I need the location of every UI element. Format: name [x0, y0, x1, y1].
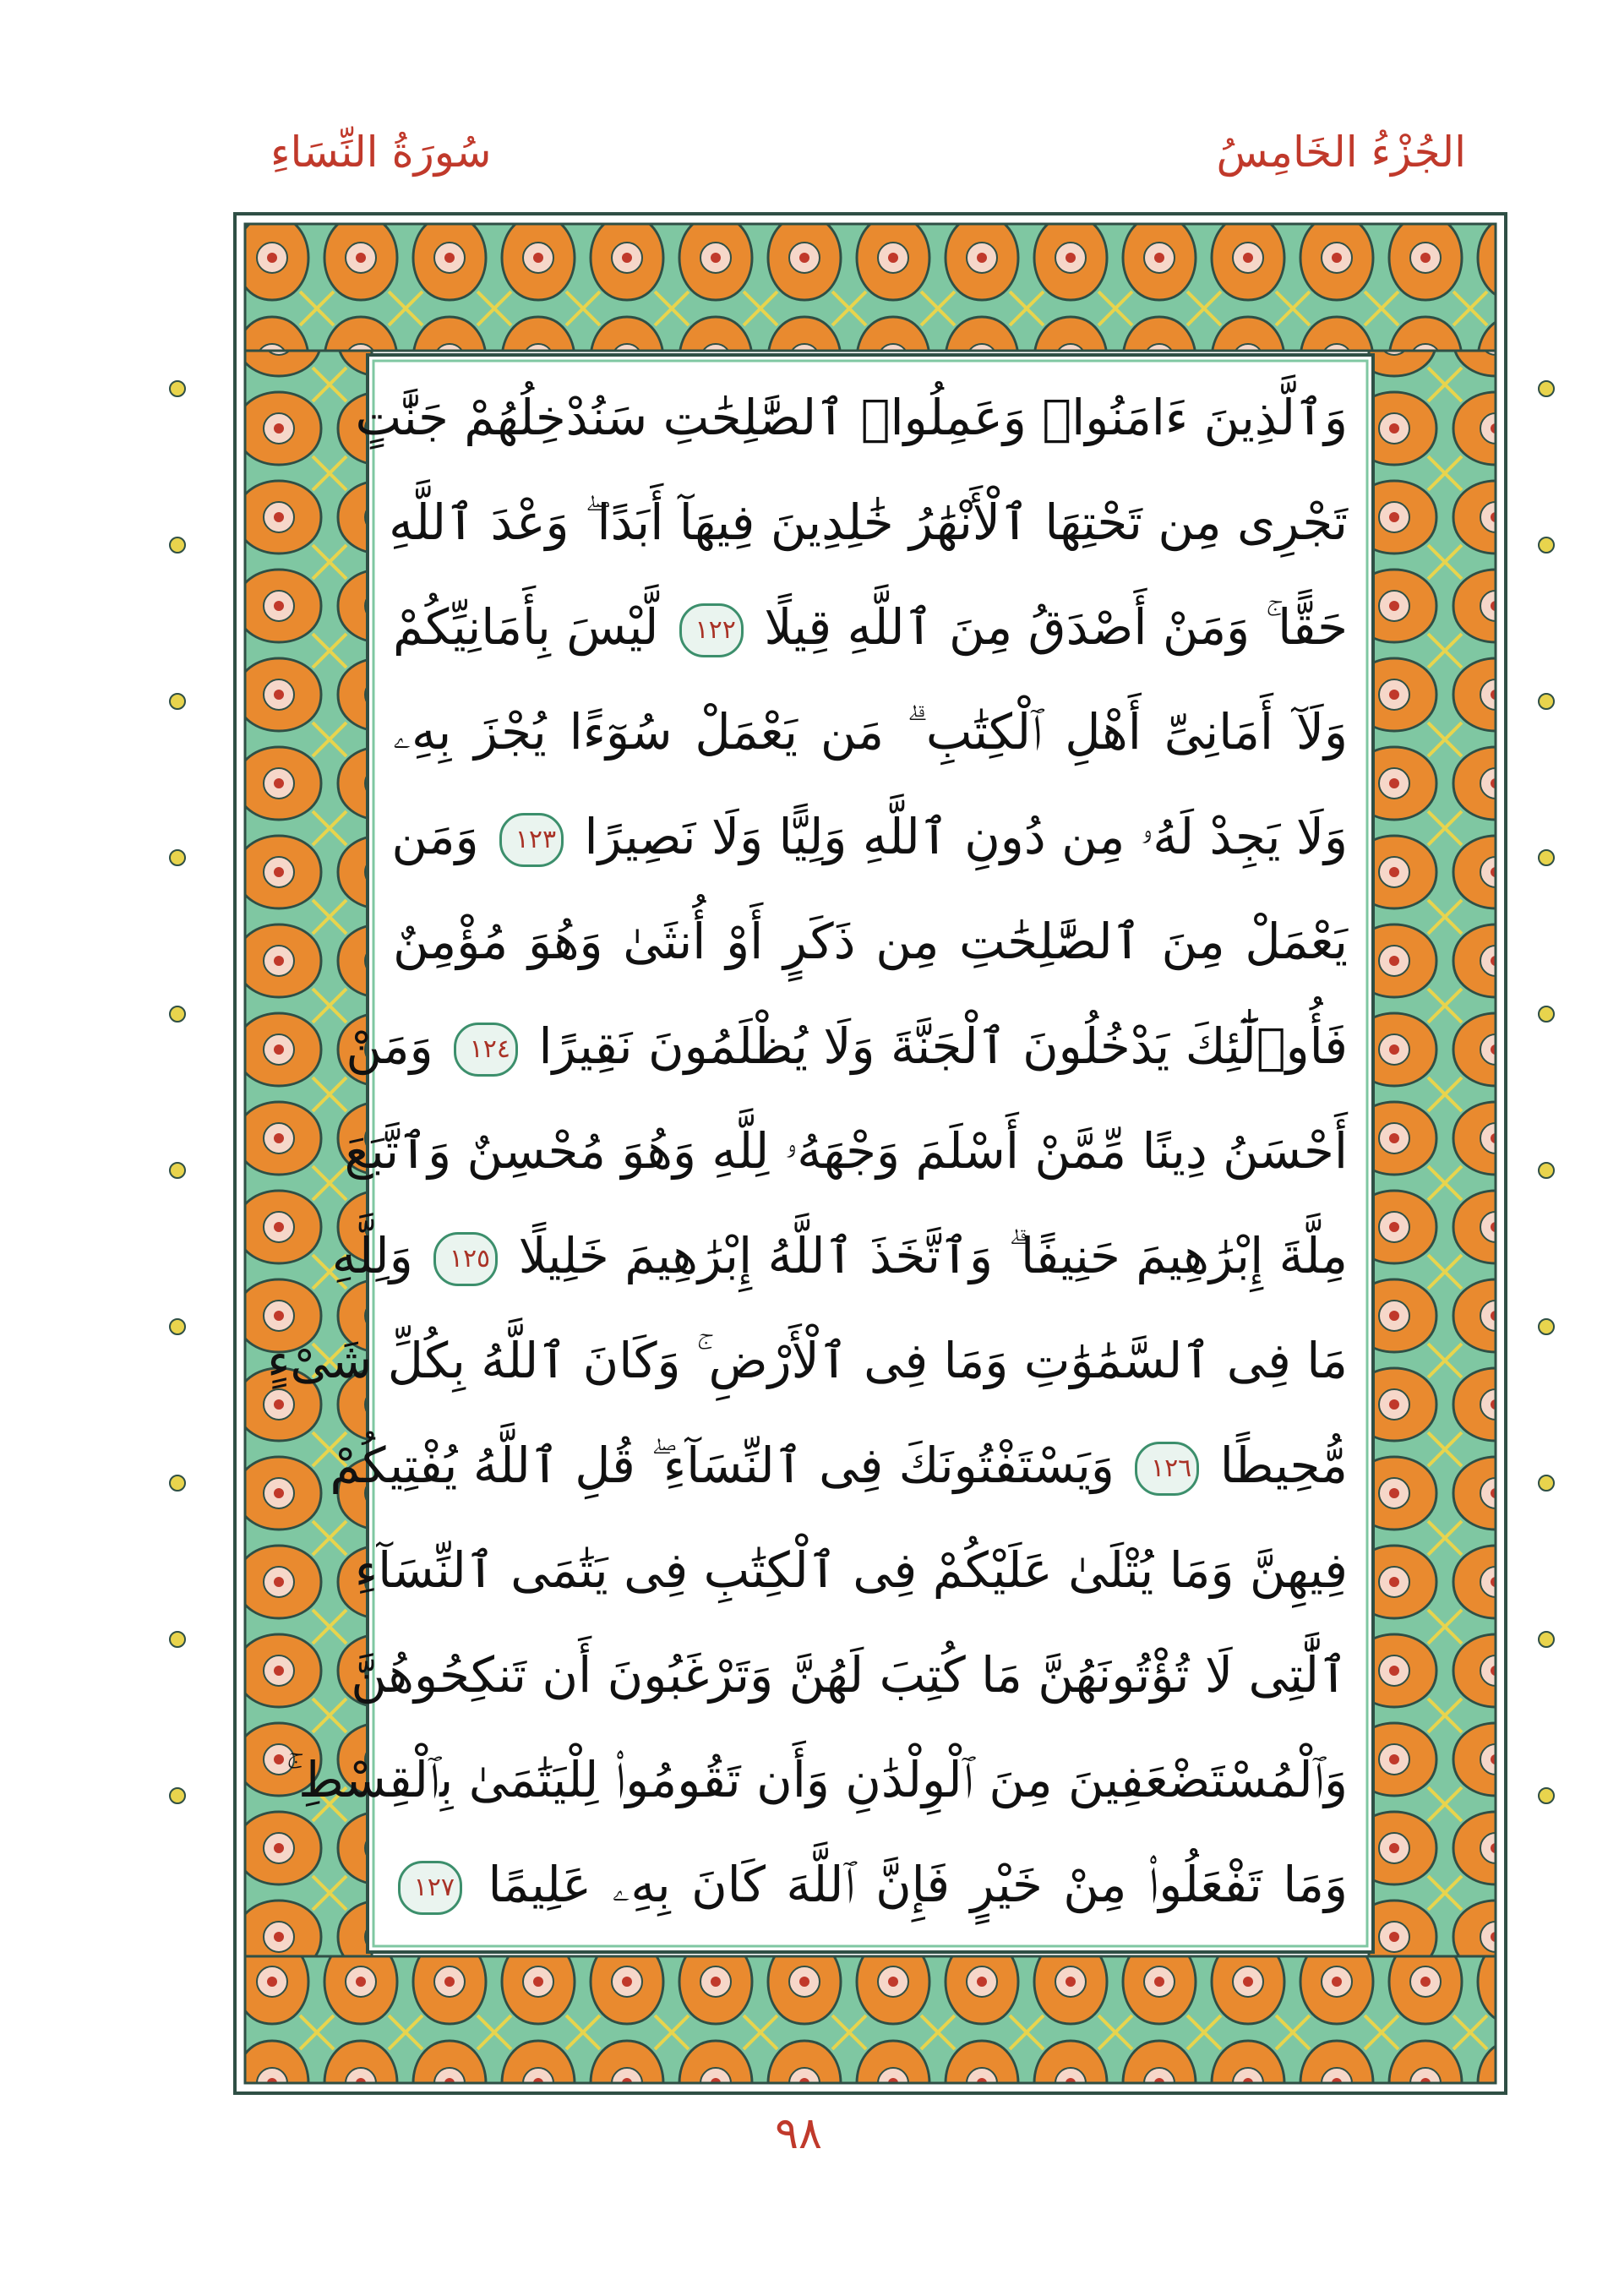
verse-line — [389, 473, 1348, 571]
verse-line — [286, 1731, 1348, 1829]
surah-title: سُورَةُ النِّسَاءِ — [270, 128, 492, 177]
verse-line — [267, 1312, 1348, 1410]
line-text: وَٱلَّذِينَ ءَامَنُوا۟ وَعَمِلُوا۟ ٱلصَّٰلِحَٰتِ سَنُدْخِلُهُمْ جَنَّٰتٍ — [355, 389, 1348, 446]
line-text: تَجْرِى مِن تَحْتِهَا ٱلْأَنْهَٰرُ خَٰلِدِينَ فِيهَآ أَبَدًا ۖ وَعْدَ ٱللَّهِ — [389, 494, 1348, 551]
line-text: وَمَا تَفْعَلُوا۟ مِنْ خَيْرٍ فَإِنَّ ٱللَّهَ كَانَ بِهِۦ عَلِيمًا — [488, 1856, 1349, 1913]
verse-line — [331, 1207, 1348, 1305]
line-text-after: لَّيْسَ بِأَمَانِيِّكُمْ — [393, 598, 659, 656]
page-header — [0, 118, 1597, 194]
line-text: ٱلَّٰتِى لَا تُؤْتُونَهُنَّ مَا كُتِبَ لَهُنَّ وَتَرْغَبُونَ أَن تَنكِحُوهُنَّ — [351, 1646, 1348, 1704]
verse-line — [393, 1835, 1348, 1933]
ayah-number-marker: ١٢٤ — [454, 1023, 518, 1077]
line-text-after: وَمَن — [391, 808, 479, 865]
line-text-after: وَيَسْتَفْتُونَكَ فِى ٱلنِّسَآءِ ۖ قُلِ ٱللَّهُ يُفْتِيكُمْ — [330, 1437, 1115, 1494]
line-text: وَٱلْمُسْتَضْعَفِينَ مِنَ ٱلْوِلْدَٰنِ وَأَن تَقُومُوا۟ لِلْيَتَٰمَىٰ بِٱلْقِسْطِ ۚ — [286, 1751, 1348, 1808]
right-margin-ornaments — [1521, 363, 1572, 1952]
verse-line — [393, 683, 1348, 781]
ayah-number-marker: ١٢٧ — [398, 1861, 462, 1915]
juz-title: الجُزْءُ الخَامِسُ — [1216, 128, 1466, 177]
verse-line — [354, 1521, 1348, 1619]
verse-line — [351, 1626, 1348, 1724]
ayah-number-marker: ١٢٥ — [433, 1232, 498, 1286]
ayah-number-marker: ١٢٢ — [679, 603, 744, 657]
line-text: مُّحِيطًا — [1219, 1437, 1348, 1494]
line-text: مِلَّةَ إِبْرَٰهِيمَ حَنِيفًا ۗ وَٱتَّخَذَ ٱللَّهُ إِبْرَٰهِيمَ خَلِيلًا — [518, 1227, 1348, 1284]
line-text: فَأُو۟لَٰٓئِكَ يَدْخُلُونَ ٱلْجَنَّةَ وَلَا يُظْلَمُونَ نَقِيرًا — [538, 1017, 1348, 1075]
line-text: فِيهِنَّ وَمَا يُتْلَىٰ عَلَيْكُمْ فِى ٱلْكِتَٰبِ فِى يَتَٰمَى ٱلنِّسَآءِ — [354, 1541, 1348, 1599]
page-number: ٩٨ — [775, 2108, 822, 2159]
ayah-number-marker: ١٢٣ — [499, 813, 564, 867]
line-text-after: وَلِلَّهِ — [331, 1227, 413, 1284]
line-text: وَلَآ أَمَانِىِّ أَهْلِ ٱلْكِتَٰبِ ۗ مَن يَعْمَلْ سُوٓءًا يُجْزَ بِهِۦ — [393, 703, 1348, 761]
line-text: يَعْمَلْ مِنَ ٱلصَّٰلِحَٰتِ مِن ذَكَرٍ أَوْ أُنثَىٰ وَهُوَ مُؤْمِنٌ — [393, 913, 1348, 970]
line-text: أَحْسَنُ دِينًا مِّمَّنْ أَسْلَمَ وَجْهَهُۥ لِلَّهِ وَهُوَ مُحْسِنٌ وَٱتَّبَعَ — [344, 1122, 1348, 1180]
verse-line — [355, 368, 1348, 466]
line-text-after: وَمَنْ — [346, 1017, 433, 1075]
ornamental-frame — [228, 207, 1513, 2100]
line-text: حَقًّا ۚ وَمَنْ أَصْدَقُ مِنَ ٱللَّهِ قِيلًا — [764, 598, 1348, 656]
verse-line — [393, 578, 1348, 676]
line-text: وَلَا يَجِدْ لَهُۥ مِن دُونِ ٱللَّهِ وَلِيًّا وَلَا نَصِيرًا — [584, 808, 1348, 865]
verse-line — [393, 892, 1348, 990]
verse-line — [393, 788, 1348, 886]
verse-line — [330, 1416, 1348, 1514]
line-text: مَا فِى ٱلسَّمَٰوَٰتِ وَمَا فِى ٱلْأَرْضِ ۚ وَكَانَ ٱللَّهُ بِكُلِّ شَىْءٍ — [267, 1332, 1348, 1389]
left-margin-ornaments — [152, 363, 203, 1952]
verse-line — [344, 1102, 1348, 1200]
verse-text-panel — [267, 363, 1365, 1944]
ayah-number-marker: ١٢٦ — [1135, 1442, 1199, 1496]
verse-line — [346, 997, 1348, 1095]
